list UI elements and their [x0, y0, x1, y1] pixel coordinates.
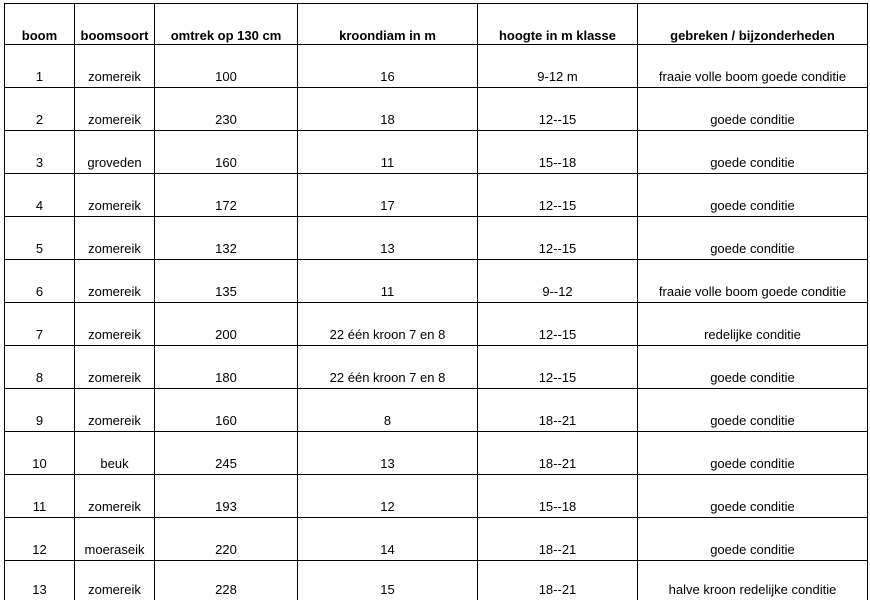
- cell-gebreken: goede conditie: [638, 389, 868, 432]
- cell-boomsoort: zomereik: [75, 389, 155, 432]
- cell-boom: 11: [5, 475, 75, 518]
- cell-boom: 12: [5, 518, 75, 561]
- cell-gebreken: goede conditie: [638, 217, 868, 260]
- cell-hoogte: 18--21: [478, 561, 638, 600]
- cell-boomsoort: zomereik: [75, 346, 155, 389]
- cell-hoogte: 12--15: [478, 217, 638, 260]
- table-row: [5, 346, 868, 389]
- cell-omtrek: 228: [155, 561, 298, 600]
- cell-kroondiam: 22 één kroon 7 en 8: [298, 346, 478, 389]
- cell-boomsoort: beuk: [75, 432, 155, 475]
- cell-hoogte: 12--15: [478, 88, 638, 131]
- cell-boom: 2: [5, 88, 75, 131]
- cell-kroondiam: 18: [298, 88, 478, 131]
- table-row: [5, 432, 868, 475]
- cell-omtrek: 180: [155, 346, 298, 389]
- cell-kroondiam: 16: [298, 45, 478, 88]
- header-omtrek: omtrek op 130 cm: [155, 4, 298, 45]
- cell-hoogte: 9--12: [478, 260, 638, 303]
- cell-kroondiam: 8: [298, 389, 478, 432]
- table-row: [5, 45, 868, 88]
- cell-omtrek: 220: [155, 518, 298, 561]
- header-boom: boom: [5, 4, 75, 45]
- cell-boomsoort: zomereik: [75, 217, 155, 260]
- table-row: [5, 217, 868, 260]
- cell-omtrek: 160: [155, 389, 298, 432]
- table-row: [5, 88, 868, 131]
- cell-kroondiam: 13: [298, 432, 478, 475]
- cell-kroondiam: 11: [298, 131, 478, 174]
- cell-hoogte: 9-12 m: [478, 45, 638, 88]
- cell-omtrek: 132: [155, 217, 298, 260]
- table-row: [5, 561, 868, 600]
- cell-boomsoort: zomereik: [75, 561, 155, 600]
- cell-boomsoort: zomereik: [75, 303, 155, 346]
- cell-boomsoort: zomereik: [75, 174, 155, 217]
- cell-kroondiam: 17: [298, 174, 478, 217]
- cell-boom: 10: [5, 432, 75, 475]
- cell-hoogte: 18--21: [478, 518, 638, 561]
- cell-boom: 13: [5, 561, 75, 600]
- table-row: [5, 475, 868, 518]
- cell-omtrek: 245: [155, 432, 298, 475]
- cell-boomsoort: zomereik: [75, 45, 155, 88]
- tree-inventory-table: [4, 3, 868, 600]
- cell-hoogte: 15--18: [478, 475, 638, 518]
- cell-kroondiam: 13: [298, 217, 478, 260]
- cell-gebreken: goede conditie: [638, 174, 868, 217]
- header-boomsoort: boomsoort: [75, 4, 155, 45]
- cell-omtrek: 200: [155, 303, 298, 346]
- header-kroondiam: kroondiam in m: [298, 4, 478, 45]
- cell-hoogte: 18--21: [478, 432, 638, 475]
- header-row: [5, 4, 868, 45]
- cell-kroondiam: 22 één kroon 7 en 8: [298, 303, 478, 346]
- cell-omtrek: 100: [155, 45, 298, 88]
- cell-omtrek: 230: [155, 88, 298, 131]
- cell-gebreken: goede conditie: [638, 518, 868, 561]
- cell-boomsoort: zomereik: [75, 88, 155, 131]
- cell-boomsoort: zomereik: [75, 475, 155, 518]
- header-hoogte: hoogte in m klasse: [478, 4, 638, 45]
- cell-boom: 7: [5, 303, 75, 346]
- cell-gebreken: goede conditie: [638, 131, 868, 174]
- cell-hoogte: 15--18: [478, 131, 638, 174]
- cell-kroondiam: 11: [298, 260, 478, 303]
- table-row: [5, 131, 868, 174]
- cell-boomsoort: zomereik: [75, 260, 155, 303]
- cell-boom: 9: [5, 389, 75, 432]
- cell-boom: 6: [5, 260, 75, 303]
- table-row: [5, 518, 868, 561]
- cell-gebreken: halve kroon redelijke conditie: [638, 561, 868, 600]
- cell-hoogte: 12--15: [478, 174, 638, 217]
- cell-hoogte: 18--21: [478, 389, 638, 432]
- cell-gebreken: redelijke conditie: [638, 303, 868, 346]
- cell-omtrek: 135: [155, 260, 298, 303]
- cell-omtrek: 193: [155, 475, 298, 518]
- cell-kroondiam: 12: [298, 475, 478, 518]
- cell-gebreken: goede conditie: [638, 88, 868, 131]
- cell-omtrek: 172: [155, 174, 298, 217]
- cell-gebreken: fraaie volle boom goede conditie: [638, 45, 868, 88]
- cell-boom: 8: [5, 346, 75, 389]
- header-gebreken: gebreken / bijzonderheden: [638, 4, 868, 45]
- table-row: [5, 174, 868, 217]
- cell-kroondiam: 14: [298, 518, 478, 561]
- cell-gebreken: goede conditie: [638, 475, 868, 518]
- table-row: [5, 303, 868, 346]
- cell-boom: 5: [5, 217, 75, 260]
- cell-boom: 1: [5, 45, 75, 88]
- table-row: [5, 389, 868, 432]
- cell-boom: 4: [5, 174, 75, 217]
- cell-gebreken: goede conditie: [638, 432, 868, 475]
- cell-boom: 3: [5, 131, 75, 174]
- cell-kroondiam: 15: [298, 561, 478, 600]
- cell-boomsoort: moeraseik: [75, 518, 155, 561]
- cell-boomsoort: groveden: [75, 131, 155, 174]
- cell-gebreken: fraaie volle boom goede conditie: [638, 260, 868, 303]
- cell-hoogte: 12--15: [478, 303, 638, 346]
- cell-omtrek: 160: [155, 131, 298, 174]
- table-row: [5, 260, 868, 303]
- cell-gebreken: goede conditie: [638, 346, 868, 389]
- cell-hoogte: 12--15: [478, 346, 638, 389]
